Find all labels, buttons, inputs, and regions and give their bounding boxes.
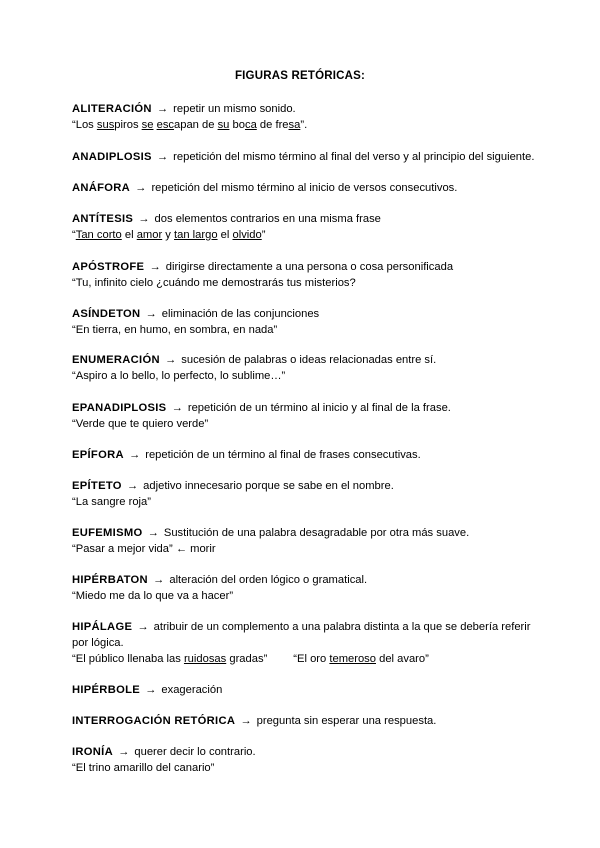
term: EPANADIPLOSIS	[72, 402, 167, 414]
example-text: “Los	[72, 119, 97, 131]
definition: repetición de un término al inicio y al final de la frase.	[184, 402, 451, 414]
example-text: ”.	[300, 119, 308, 131]
entry-epifora	[72, 447, 532, 463]
arrow-icon: →	[171, 402, 183, 414]
underlined-text: ruidosas	[183, 653, 227, 665]
definition-line	[72, 478, 532, 494]
underlined-text: esc	[156, 119, 175, 131]
example-text: gradas”	[226, 653, 268, 665]
definition: alteración del orden lógico o gramatical.	[166, 574, 368, 586]
entry-aliteracion	[72, 101, 532, 133]
definition-line	[72, 101, 532, 117]
definition: repetición de un término al final de frases consecutivas.	[142, 449, 421, 461]
definition-line	[72, 211, 532, 227]
entry-hiperbaton	[72, 572, 532, 604]
entry-anadiplosis	[72, 149, 535, 165]
definition-line	[72, 572, 532, 588]
example-line: “La sangre roja”	[72, 496, 151, 508]
arrow-icon: →	[147, 527, 159, 539]
example-text: el	[121, 229, 137, 241]
term: IRONÍA	[72, 746, 113, 758]
example-text: bo	[229, 119, 245, 131]
term: HIPÁLAGE	[72, 621, 133, 633]
definition: pregunta sin esperar una respuesta.	[253, 715, 437, 727]
example-text: morir	[187, 543, 216, 555]
definition-line	[72, 682, 532, 698]
definition-line	[72, 149, 535, 165]
underlined-text: olvido	[232, 229, 262, 241]
example-line: “En tierra, en humo, en sombra, en nada”	[72, 324, 278, 336]
example-text: “	[72, 229, 76, 241]
underlined-text: su	[217, 119, 230, 131]
term: EUFEMISMO	[72, 527, 143, 539]
arrow-icon: →	[156, 151, 169, 163]
definition-line	[72, 525, 532, 541]
example-text: “El público llenaba las	[72, 653, 184, 665]
arrow-icon: →	[118, 746, 130, 758]
example-text: “El oro	[293, 653, 330, 665]
example-text: ”	[261, 229, 266, 241]
definition: eliminación de las conjunciones	[158, 308, 320, 320]
definition-line	[72, 306, 532, 322]
entry-hiperbole	[72, 682, 532, 698]
example-line: “Aspiro a lo bello, lo perfecto, lo sublime…”	[72, 370, 286, 382]
underlined-text: ca	[244, 119, 257, 131]
definition: atribuir de un complemento a una palabra distinta a la que se debería referir por lógica.	[72, 621, 531, 649]
definition-line	[72, 744, 532, 760]
arrow-icon: →	[138, 213, 150, 225]
term: HIPÉRBOLE	[72, 684, 140, 696]
arrow-icon: →	[137, 621, 149, 633]
arrow-icon: →	[156, 103, 169, 115]
entry-anafora	[72, 180, 532, 196]
definition-line	[72, 619, 532, 651]
underlined-text: temeroso	[329, 653, 376, 665]
example-text: del avaro”	[376, 653, 429, 665]
underlined-text: Tan corto	[75, 229, 122, 241]
entry-hipalage	[72, 619, 532, 667]
definition-line	[72, 352, 532, 368]
example-line	[72, 651, 532, 667]
arrow-icon: →	[145, 308, 157, 320]
example-line	[72, 227, 532, 243]
term: ENUMERACIÓN	[72, 354, 160, 366]
term: INTERROGACIÓN RETÓRICA	[72, 715, 236, 727]
arrow-icon: →	[240, 715, 252, 727]
arrow-icon: →	[164, 354, 177, 366]
entry-interrogacion	[72, 713, 532, 729]
term: EPÍTETO	[72, 480, 122, 492]
example-1	[72, 653, 267, 665]
term: HIPÉRBATON	[72, 574, 148, 586]
underlined-text: amor	[136, 229, 163, 241]
example-text: el	[217, 229, 233, 241]
definition-line	[72, 180, 532, 196]
term: ASÍNDETON	[72, 308, 141, 320]
definition: repetición del mismo término al inicio de versos consecutivos.	[148, 182, 458, 194]
definition: adjetivo innecesario porque se sabe en el nombre.	[140, 480, 394, 492]
entry-epanadiplosis	[72, 400, 532, 432]
entry-enumeracion	[72, 352, 532, 384]
definition: repetir un mismo sonido.	[170, 103, 296, 115]
term: ANTÍTESIS	[72, 213, 134, 225]
definition: dirigirse directamente a una persona o cosa personificada	[162, 261, 454, 273]
definition-line	[72, 713, 532, 729]
back-arrow-icon: ←	[175, 543, 188, 555]
entry-ironia	[72, 744, 532, 776]
term: ANADIPLOSIS	[72, 151, 152, 163]
term: APÓSTROFE	[72, 261, 145, 273]
definition: sucesión de palabras o ideas relacionadas entre sí.	[178, 354, 437, 366]
definition-line	[72, 259, 532, 275]
example-line: “Verde que te quiero verde”	[72, 418, 209, 430]
arrow-icon: →	[135, 182, 147, 194]
entry-epiteto	[72, 478, 532, 510]
example-line: “Tu, infinito cielo ¿cuándo me demostrarás tus misterios?	[72, 277, 356, 289]
arrow-icon: →	[126, 480, 139, 492]
arrow-icon: →	[149, 261, 161, 273]
definition: querer decir lo contrario.	[131, 746, 256, 758]
page-title: FIGURAS RETÓRICAS:	[234, 70, 366, 82]
arrow-icon: →	[153, 574, 165, 586]
definition-line	[72, 400, 532, 416]
underlined-text: tan largo	[174, 229, 218, 241]
definition: dos elementos contrarios en una misma frase	[151, 213, 381, 225]
example-2	[293, 651, 429, 667]
example-text: apan de	[174, 119, 218, 131]
term: EPÍFORA	[72, 449, 124, 461]
underlined-text: sa	[288, 119, 301, 131]
term: ALITERACIÓN	[72, 103, 152, 115]
arrow-icon: →	[145, 684, 157, 696]
underlined-text: se	[141, 119, 154, 131]
example-text: y	[162, 229, 175, 241]
example-text: “Pasar a mejor vida”	[72, 543, 173, 555]
definition: repetición del mismo término al final del verso y al principio del siguiente.	[170, 151, 535, 163]
term: ANÁFORA	[72, 182, 131, 194]
definition: Sustitución de una palabra desagradable por otra más suave.	[160, 527, 470, 539]
example-text: de fre	[256, 119, 289, 131]
definition: exageración	[158, 684, 223, 696]
entry-apostrofe	[72, 259, 532, 291]
example-line	[72, 117, 532, 133]
entry-eufemismo	[72, 525, 532, 557]
underlined-text: sus	[96, 119, 115, 131]
example-line: “El trino amarillo del canario”	[72, 762, 215, 774]
arrow-icon: →	[128, 449, 141, 461]
example-line	[72, 541, 532, 557]
definition-line	[72, 447, 532, 463]
example-text: piros	[114, 119, 142, 131]
entry-asindeton	[72, 306, 532, 338]
example-line: “Miedo me da lo que va a hacer”	[72, 590, 234, 602]
entry-antitesis	[72, 211, 532, 243]
